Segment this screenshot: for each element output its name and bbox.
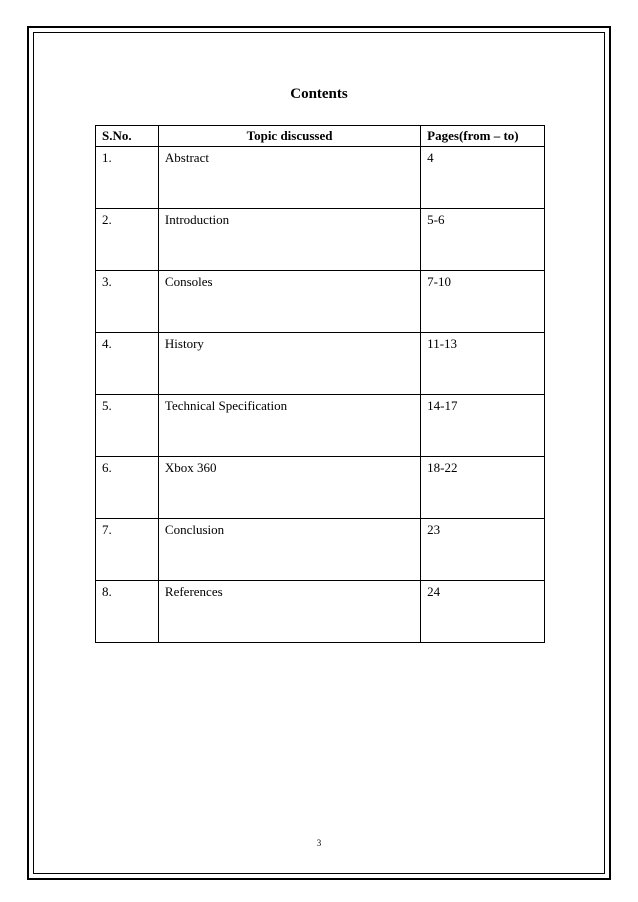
- row-pages: 11-13: [421, 333, 545, 395]
- row-pages: 23: [421, 519, 545, 581]
- row-pages: 14-17: [421, 395, 545, 457]
- row-pages: 18-22: [421, 457, 545, 519]
- row-topic: History: [158, 333, 420, 395]
- page-number: 3: [316, 838, 322, 848]
- header-sno: S.No.: [96, 126, 159, 147]
- row-sno: 5.: [96, 395, 159, 457]
- row-topic: Technical Specification: [158, 395, 420, 457]
- row-pages: 7-10: [421, 271, 545, 333]
- row-sno: 4.: [96, 333, 159, 395]
- header-pages: Pages(from – to): [421, 126, 545, 147]
- row-topic: Consoles: [158, 271, 420, 333]
- row-pages: 24: [421, 581, 545, 643]
- row-sno: 7.: [96, 519, 159, 581]
- table-row: [96, 209, 545, 271]
- row-pages: 5-6: [421, 209, 545, 271]
- contents-table: [95, 125, 545, 643]
- row-topic: Introduction: [158, 209, 420, 271]
- table-row: [96, 581, 545, 643]
- table-row: [96, 147, 545, 209]
- row-topic: Conclusion: [158, 519, 420, 581]
- table-row: [96, 333, 545, 395]
- header-topic: Topic discussed: [158, 126, 420, 147]
- table-row: [96, 519, 545, 581]
- page-title: Contents: [290, 86, 348, 102]
- table-row: [96, 457, 545, 519]
- row-sno: 1.: [96, 147, 159, 209]
- row-topic: Abstract: [158, 147, 420, 209]
- row-sno: 3.: [96, 271, 159, 333]
- row-sno: 8.: [96, 581, 159, 643]
- row-sno: 2.: [96, 209, 159, 271]
- row-topic: References: [158, 581, 420, 643]
- table-row: [96, 271, 545, 333]
- row-pages: 4: [421, 147, 545, 209]
- row-topic: Xbox 360: [158, 457, 420, 519]
- table-row: [96, 395, 545, 457]
- row-sno: 6.: [96, 457, 159, 519]
- table-header-row: [96, 126, 545, 147]
